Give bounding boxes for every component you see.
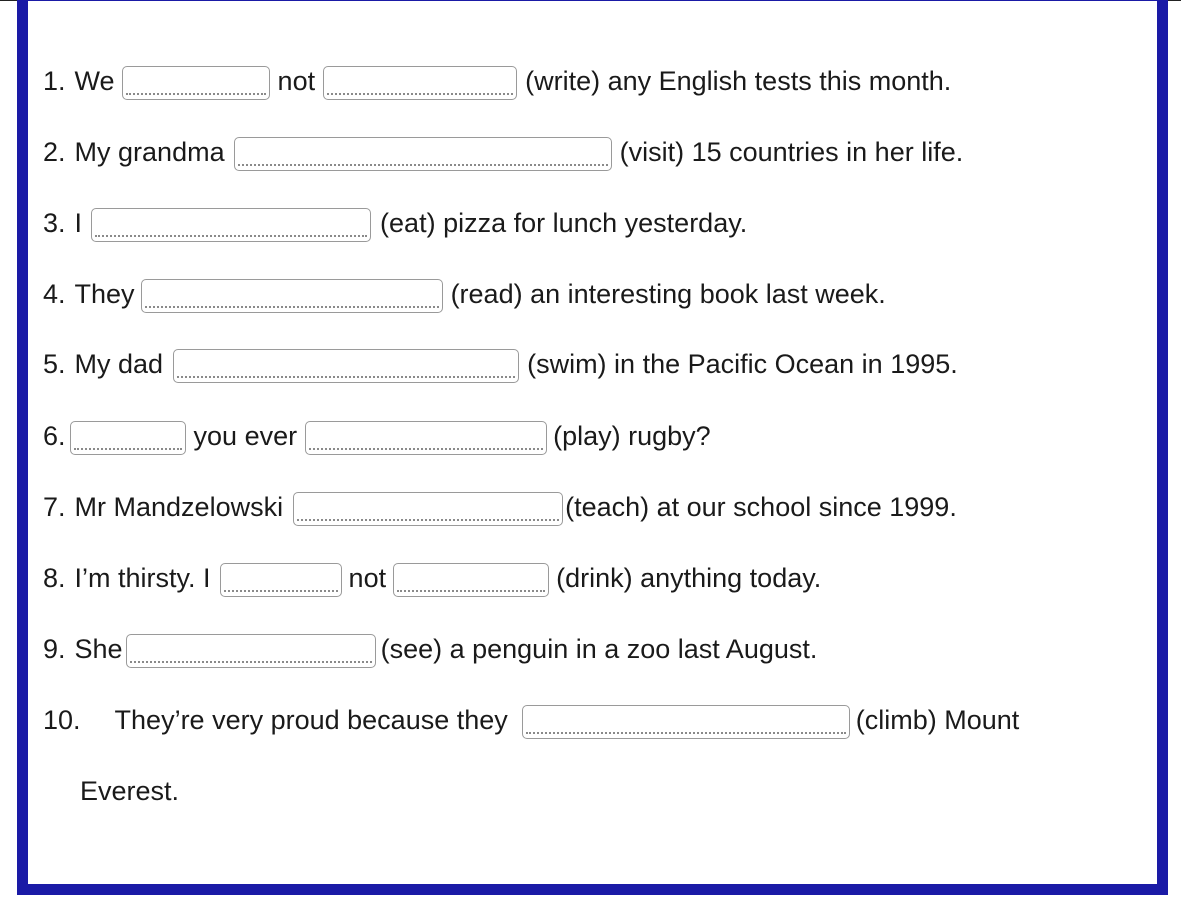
answer-gap-wrapper <box>173 347 519 381</box>
answer-gap-wrapper <box>122 64 270 98</box>
answer-gap-1a[interactable] <box>122 66 270 100</box>
item-text: They’re very proud because they <box>114 704 508 735</box>
exercise-item-10-continuation <box>80 771 179 811</box>
item-number: 6. <box>43 420 66 451</box>
item-text: (teach) at our school since 1999. <box>565 491 957 522</box>
item-text: They <box>74 278 135 309</box>
answer-gap-8a[interactable] <box>220 563 342 597</box>
item-text: (read) an interesting book last week. <box>450 278 886 309</box>
answer-gap-8b[interactable] <box>393 563 549 597</box>
item-text: Mr Mandzelowski <box>74 491 284 522</box>
exercise-item-10 <box>43 700 1019 740</box>
item-number: 2. <box>43 136 66 167</box>
item-text: (play) rugby? <box>553 420 711 451</box>
answer-gap-6a[interactable] <box>70 421 186 455</box>
item-number: 10. <box>43 704 81 735</box>
item-text: you ever <box>193 420 298 451</box>
exercise-item-2 <box>43 132 963 172</box>
answer-gap-7[interactable] <box>293 492 563 526</box>
item-text: (swim) in the Pacific Ocean in 1995. <box>527 348 958 379</box>
item-text: I <box>74 207 83 238</box>
item-text: I’m thirsty. I <box>74 562 211 593</box>
answer-gap-wrapper <box>305 419 547 453</box>
answer-gap-3[interactable] <box>91 208 371 242</box>
item-number: 5. <box>43 348 66 379</box>
exercise-item-7 <box>43 487 957 527</box>
item-number: 1. <box>43 65 66 96</box>
exercise-item-3 <box>43 203 747 243</box>
answer-gap-wrapper <box>141 277 443 311</box>
item-text: Everest. <box>80 775 180 806</box>
answer-gap-wrapper <box>91 206 371 240</box>
item-text: not <box>348 562 387 593</box>
answer-gap-wrapper <box>126 632 376 666</box>
item-number: 4. <box>43 278 66 309</box>
answer-gap-wrapper <box>220 561 342 595</box>
exercise-item-1 <box>43 61 951 101</box>
exercise-item-9 <box>43 629 817 669</box>
item-text: (visit) 15 countries in her life. <box>619 136 964 167</box>
answer-gap-5[interactable] <box>173 349 519 383</box>
exercise-item-8 <box>43 558 821 598</box>
item-text: My grandma <box>74 136 225 167</box>
answer-gap-10[interactable] <box>522 705 850 739</box>
answer-gap-6b[interactable] <box>305 421 547 455</box>
exercise-item-6 <box>43 416 711 456</box>
answer-gap-wrapper <box>293 490 563 524</box>
item-number: 3. <box>43 207 66 238</box>
answer-gap-1b[interactable] <box>323 66 517 100</box>
exercise-item-4 <box>43 274 886 314</box>
item-number: 9. <box>43 633 66 664</box>
exercise-item-5 <box>43 344 958 384</box>
item-text: (write) any English tests this month. <box>525 65 952 96</box>
item-text: My dad <box>74 348 164 379</box>
answer-gap-wrapper <box>393 561 549 595</box>
item-text: (climb) Mount <box>855 704 1020 735</box>
item-number: 8. <box>43 562 66 593</box>
answer-gap-2[interactable] <box>234 137 612 171</box>
answer-gap-wrapper <box>323 64 517 98</box>
answer-gap-wrapper <box>70 419 186 453</box>
item-number: 7. <box>43 491 66 522</box>
answer-gap-9[interactable] <box>126 634 376 668</box>
item-text: She <box>74 633 123 664</box>
answer-gap-wrapper <box>234 135 612 169</box>
item-text: not <box>277 65 316 96</box>
answer-gap-4[interactable] <box>141 279 443 313</box>
answer-gap-wrapper <box>522 703 850 737</box>
item-text: (see) a penguin in a zoo last August. <box>380 633 818 664</box>
item-text: (drink) anything today. <box>556 562 822 593</box>
item-text: (eat) pizza for lunch yesterday. <box>380 207 748 238</box>
item-text: We <box>74 65 115 96</box>
